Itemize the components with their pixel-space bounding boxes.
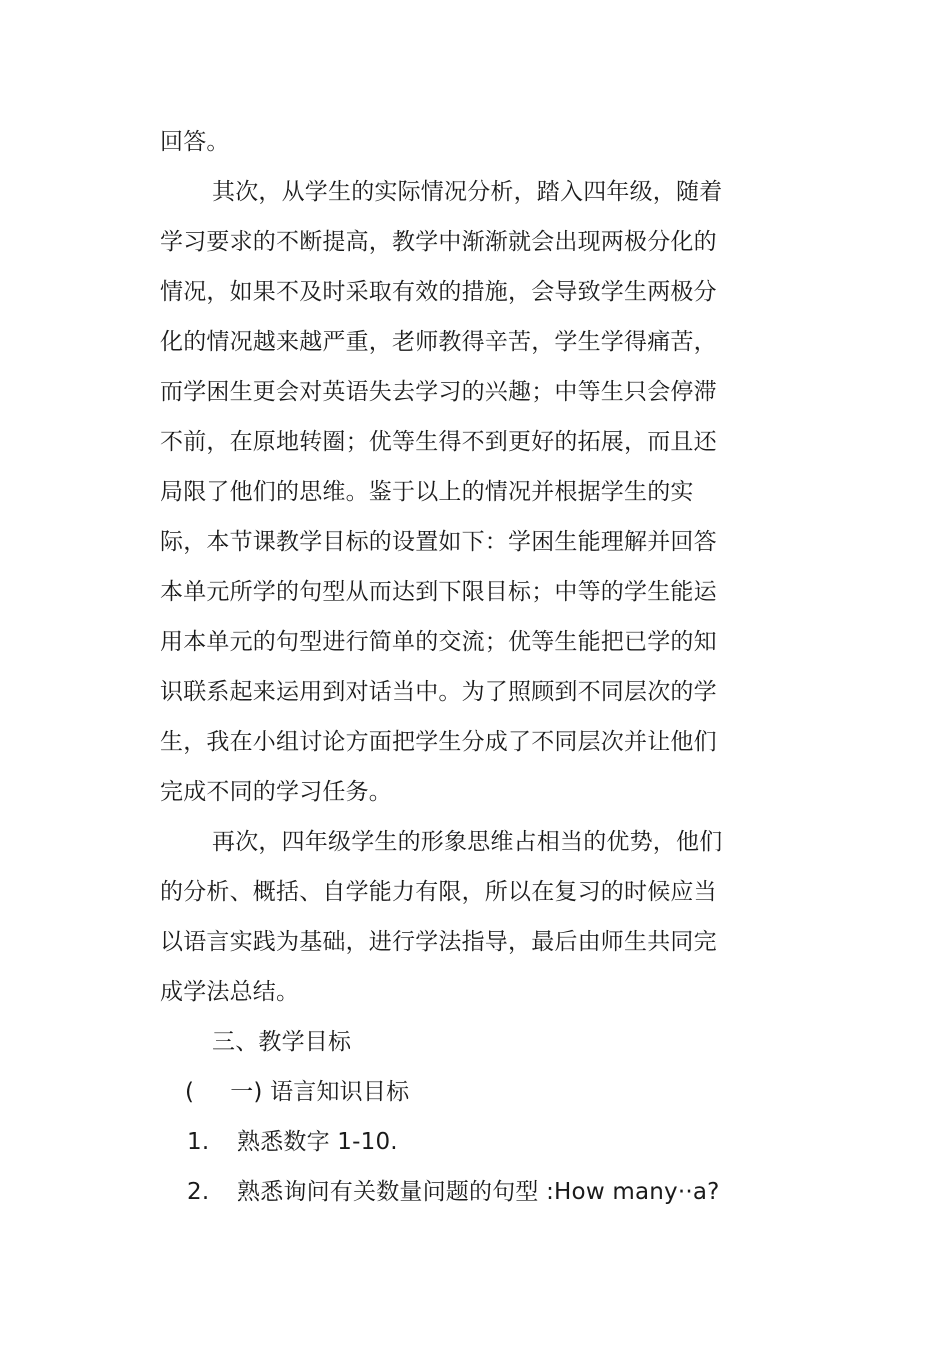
list-number: 1. [187, 1129, 210, 1155]
list-text: 熟悉数字 1-10. [237, 1129, 398, 1155]
paragraph-line: 用本单元的句型进行简单的交流；优等生能把已学的知 [160, 629, 717, 655]
paragraph-line: 而学困生更会对英语失去学习的兴趣；中等生只会停滞 [160, 379, 717, 405]
subsection-label: 一) 语言知识目标 [230, 1079, 410, 1105]
paragraph-line: 完成不同的学习任务。 [160, 779, 392, 805]
paragraph-line: 本单元所学的句型从而达到下限目标；中等的学生能运 [160, 579, 717, 605]
paragraph-line: 回答。 [160, 129, 230, 155]
paragraph-line: 识联系起来运用到对话当中。为了照顾到不同层次的学 [160, 679, 717, 705]
paragraph-line: 际，本节课教学目标的设置如下：学困生能理解并回答 [160, 529, 717, 555]
paragraph-line: 的分析、概括、自学能力有限，所以在复习的时候应当 [160, 879, 717, 905]
paragraph-line: 学习要求的不断提高，教学中渐渐就会出现两极分化的 [160, 229, 717, 255]
paragraph-line: 以语言实践为基础，进行学法指导，最后由师生共同完 [160, 929, 717, 955]
subsection-heading [185, 1077, 409, 1107]
paragraph-line: 生，我在小组讨论方面把学生分成了不同层次并让他们 [160, 729, 717, 755]
paragraph-line: 再次，四年级学生的形象思维占相当的优势，他们 [212, 829, 723, 855]
paragraph-line: 局限了他们的思维。鉴于以上的情况并根据学生的实 [160, 479, 694, 505]
paragraph-line: 不前，在原地转圈；优等生得不到更好的拓展，而且还 [160, 429, 717, 455]
list-text: 熟悉询问有关数量问题的句型 :How many··a? [237, 1179, 720, 1205]
list-item [187, 1177, 720, 1207]
list-item [187, 1127, 398, 1157]
section-heading: 三、教学目标 [212, 1029, 352, 1055]
subsection-open-paren: ( [185, 1079, 195, 1105]
paragraph-line: 其次，从学生的实际情况分析，踏入四年级，随着 [212, 179, 723, 205]
paragraph-line: 化的情况越来越严重，老师教得辛苦，学生学得痛苦， [160, 329, 717, 355]
list-number: 2. [187, 1179, 210, 1205]
paragraph-line: 成学法总结。 [160, 979, 300, 1005]
paragraph-line: 情况，如果不及时采取有效的措施，会导致学生两极分 [160, 279, 717, 305]
